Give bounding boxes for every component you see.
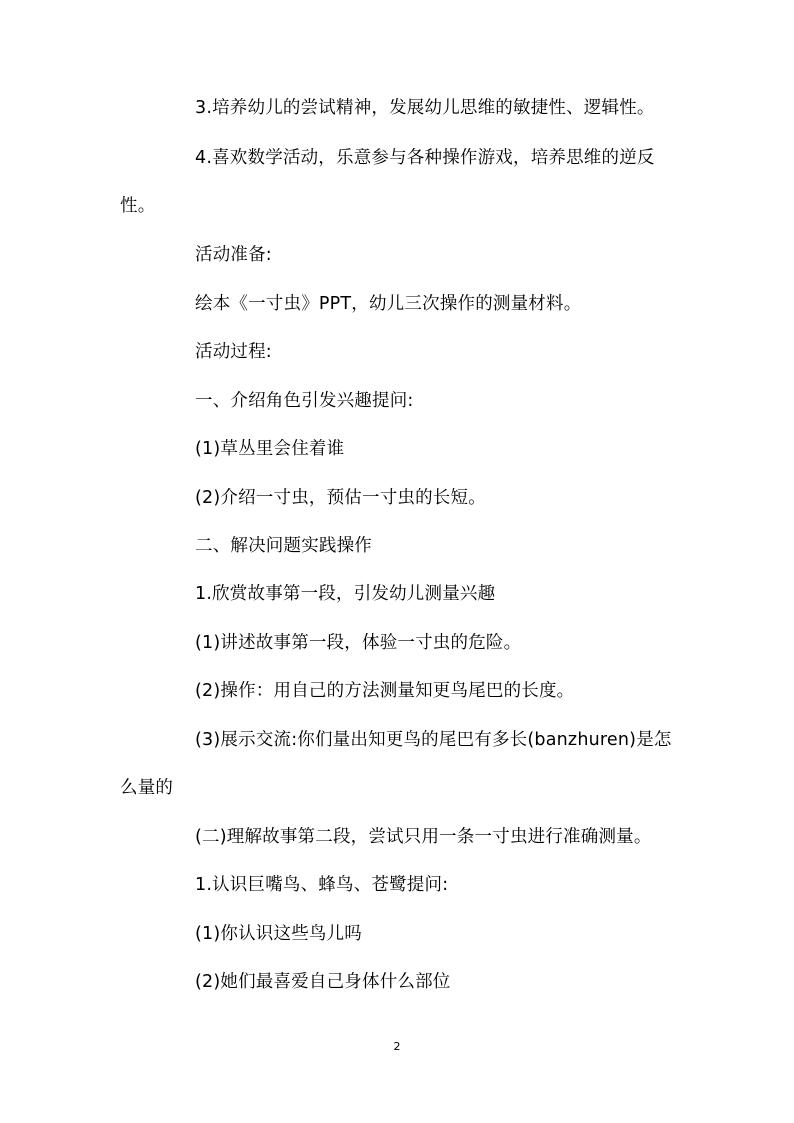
list-item-2-1-3: (3)展示交流:你们量出知更鸟的尾巴有多长(banzhuren)是怎 <box>195 730 672 750</box>
heading-preparation: 活动准备: <box>195 245 272 265</box>
list-item-birds-1: (1)你认识这些鸟儿吗 <box>195 924 362 944</box>
list-item-2-1-3-continued: 么量的 <box>120 778 174 798</box>
paragraph-birds: 1.认识巨嘴鸟、蜂鸟、苍鹭提问: <box>195 875 449 895</box>
section-heading-2: 二、解决问题实践操作 <box>195 536 372 556</box>
list-item-1-2: (2)介绍一寸虫，预估一寸虫的长短。 <box>195 488 486 508</box>
list-item-birds-2: (2)她们最喜爱自己身体什么部位 <box>195 972 451 992</box>
list-item-2-1-2: (2)操作：用自己的方法测量知更鸟尾巴的长度。 <box>195 681 575 701</box>
paragraph-materials: 绘本《一寸虫》PPT，幼儿三次操作的测量材料。 <box>195 294 582 314</box>
subsection-heading-2-1: 1.欣赏故事第一段，引发幼儿测量兴趣 <box>195 584 496 604</box>
section-heading-1: 一、介绍角色引发兴趣提问: <box>195 391 414 411</box>
heading-process: 活动过程: <box>195 342 272 362</box>
paragraph-goal-4: 4.喜欢数学活动，乐意参与各种操作游戏，培养思维的逆反 <box>195 148 655 168</box>
list-item-1-1: (1)草丛里会住着谁 <box>195 439 345 459</box>
page-number: 2 <box>393 1040 401 1053</box>
subsection-heading-2-2: (二)理解故事第二段，尝试只用一条一寸虫进行准确测量。 <box>195 827 652 847</box>
paragraph-goal-4-continued: 性。 <box>120 196 156 216</box>
list-item-2-1-1: (1)讲述故事第一段，体验一寸虫的危险。 <box>195 633 522 653</box>
paragraph-goal-3: 3.培养幼儿的尝试精神，发展幼儿思维的敏捷性、逻辑性。 <box>195 98 655 118</box>
